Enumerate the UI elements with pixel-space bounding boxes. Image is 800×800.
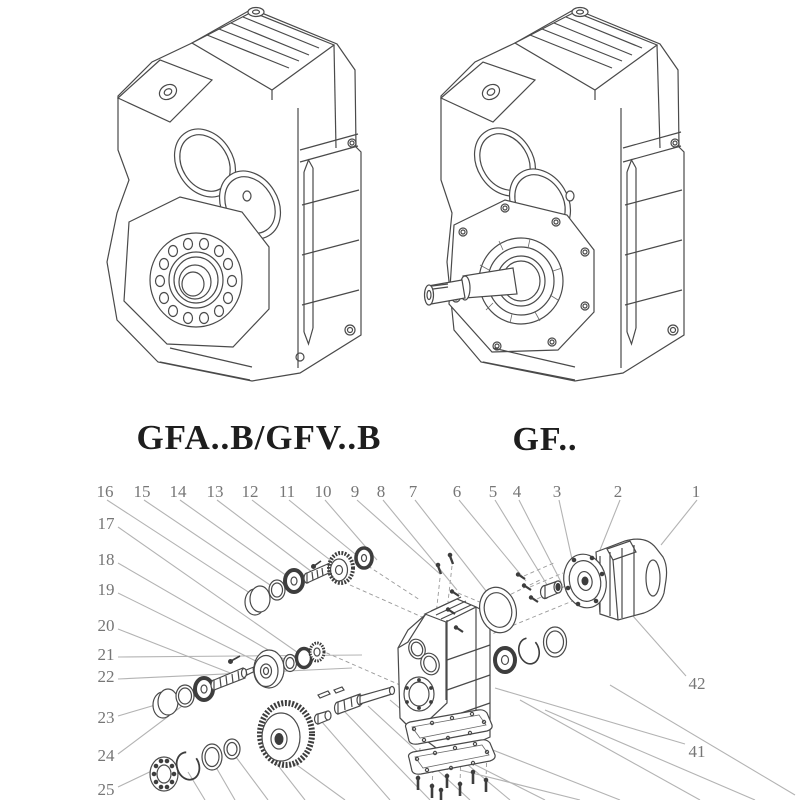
callout-15: 15 (133, 482, 151, 501)
shaft-sleeve-c (315, 711, 332, 724)
motor (559, 539, 667, 620)
callout-22: 22 (97, 667, 115, 686)
callout-1: 1 (691, 482, 701, 501)
callout-6: 6 (452, 482, 462, 501)
callout-9: 9 (350, 482, 360, 501)
pinion-shaft-b (211, 666, 257, 690)
callout-7: 7 (408, 482, 418, 501)
pinion-shaft-a (304, 563, 334, 584)
callout-19: 19 (97, 580, 115, 599)
right-gearbox-drawing (425, 8, 685, 382)
callout-18: 18 (97, 550, 115, 569)
callout-41: 41 (688, 742, 706, 761)
callout-13: 13 (206, 482, 224, 501)
input-coupling (541, 581, 563, 599)
gear-b (254, 650, 284, 688)
callout-2: 2 (613, 482, 623, 501)
callout-24: 24 (97, 746, 115, 765)
bearing-input (495, 648, 515, 672)
callout-4: 4 (512, 482, 522, 501)
bearing-a2 (356, 548, 372, 568)
callout-11: 11 (278, 482, 296, 501)
bearing-b (195, 678, 213, 700)
model-label-left: GFA..B/GFV..B (136, 418, 382, 457)
oil-plug-boss (248, 8, 264, 17)
callout-21: 21 (97, 645, 115, 664)
callout-12: 12 (241, 482, 259, 501)
callout-16: 16 (96, 482, 114, 501)
left-gearbox-drawing (107, 8, 361, 382)
gear-b2 (310, 643, 324, 661)
housing-top-screws (436, 553, 453, 574)
gear-a (329, 553, 353, 583)
gear-c (260, 703, 312, 765)
callout-17: 17 (97, 514, 115, 533)
model-label-right: GF.. (512, 421, 578, 458)
callout-5: 5 (488, 482, 498, 501)
housing-gaskets (406, 710, 496, 800)
exploded-view-diagram (97, 482, 796, 800)
shaft-keys-c (318, 687, 344, 698)
bearing-a (285, 570, 303, 592)
callout-3: 3 (552, 482, 562, 501)
ball-bearing-c (150, 757, 178, 791)
screw-b (229, 656, 241, 664)
callout-20: 20 (97, 616, 115, 635)
callout-14: 14 (169, 482, 187, 501)
callout-23: 23 (97, 708, 115, 727)
callout-8: 8 (376, 482, 386, 501)
callout-25: 25 (97, 780, 115, 799)
callout-10: 10 (314, 482, 332, 501)
circlip-input (516, 636, 542, 666)
callout-42: 42 (688, 674, 706, 693)
